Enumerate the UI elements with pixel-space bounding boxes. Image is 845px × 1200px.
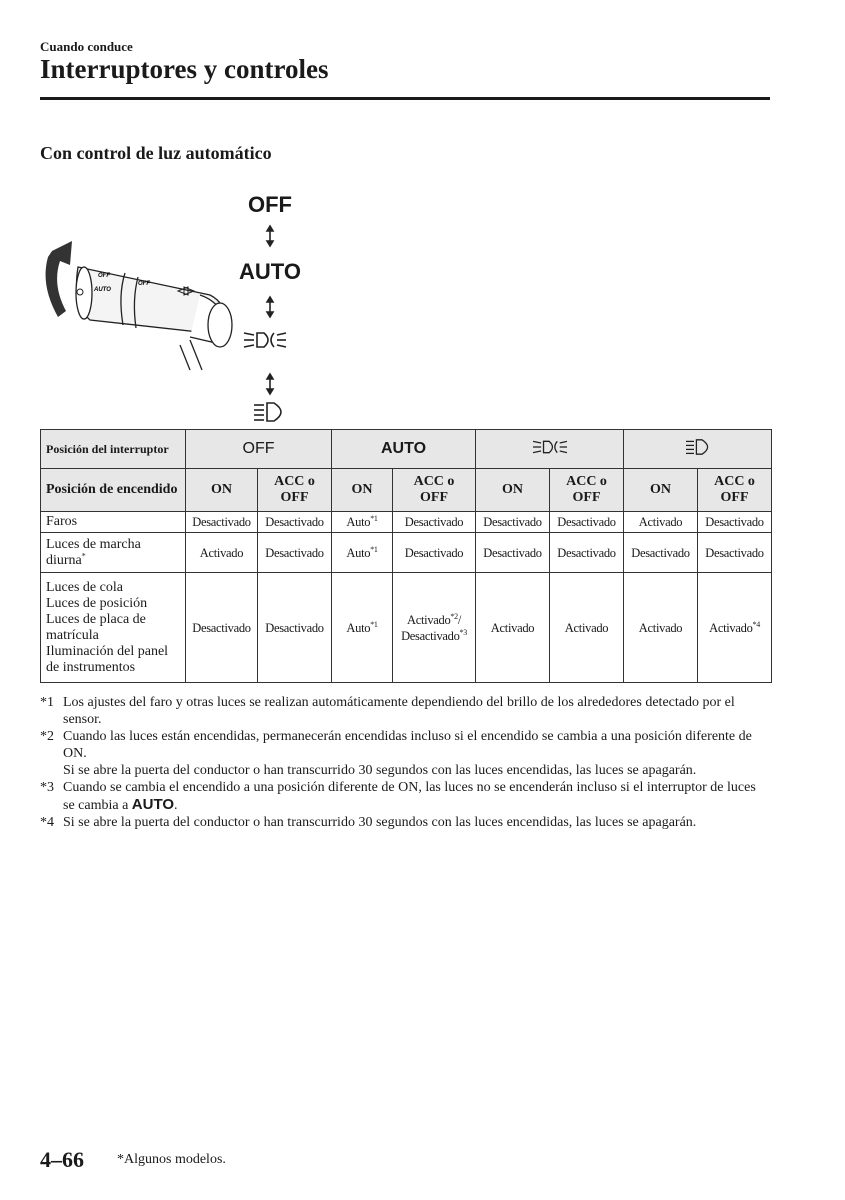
row-label-faros: Faros [41,512,186,533]
stalk-label-off-2: OFF [138,281,150,287]
table-cell: Desactivado [476,512,550,533]
table-cell: Desactivado [698,512,772,533]
note-text: Cuando se cambia el encendido a una posición diferente de ON, las luces no se encenderán incluso si el interruptor de luces se cambia a [63,780,756,813]
position-off-label: OFF [248,192,292,217]
table-cell: Activado [186,533,258,573]
note-number: *1 [40,695,54,710]
table-cell: Auto$^{*1}$ [332,512,393,533]
light-status-table [40,429,772,683]
switch-position-header: Posición del interruptor [41,430,186,469]
stalk-icon [76,267,232,370]
table-cell: Activado [624,573,698,683]
table-cell: Activado$^{*2}$/ Desactivado$^{*3}$ [393,573,476,683]
ignition-acc-header: ACC o OFF [550,469,624,512]
table-cell: Activado$^{*4}$ [698,573,772,683]
ignition-acc-header: ACC o OFF [698,469,772,512]
position-auto-label: AUTO [239,259,301,284]
page-number: 4–66 [40,1147,84,1172]
switch-low-beam-header [476,430,624,469]
headlight-low-beam-icon [244,333,286,347]
note-number: *4 [40,815,54,830]
ignition-on-header: ON [476,469,550,512]
note-item [40,728,770,779]
note-text: Cuando las luces están encendidas, permanecerán encendidas incluso si el encendido se cambia a una posición diferente de ON. [63,729,752,761]
table-cell: Desactivado [258,573,332,683]
table-cell: Desactivado [624,533,698,573]
table-header-row [41,469,772,512]
stalk-label-auto: AUTO [94,287,111,293]
switch-high-beam-header [624,430,772,469]
ignition-acc-header: ACC o OFF [258,469,332,512]
note-number: *2 [40,729,54,744]
ignition-position-header: Posición de encendido [41,469,186,512]
table-row [41,533,772,573]
note-text: Si se abre la puerta del conductor o han transcurrido 30 segundos con las luces encendidas, las luces se apagarán. [63,763,697,778]
footnotes [40,694,770,831]
table-cell: Desactivado [393,512,476,533]
switch-off-header: OFF [186,430,332,469]
table-cell: Desactivado [258,533,332,573]
table-cell: Desactivado [186,512,258,533]
headlight-high-beam-icon [254,403,281,421]
table-cell: Desactivado [476,533,550,573]
ignition-acc-header: ACC o OFF [393,469,476,512]
table-cell: Desactivado [550,533,624,573]
ignition-on-header: ON [186,469,258,512]
rotation-arrow-icon [46,241,72,317]
table-cell: Auto$^{*1}$ [332,533,393,573]
footer-note: *Algunos modelos. [117,1152,226,1167]
table-cell: Activado [550,573,624,683]
headlight-low-beam-icon [533,439,567,455]
subheading: Con control de luz automático [40,143,272,163]
note-item [40,694,770,728]
table-cell: Desactivado [186,573,258,683]
stalk-label-off: OFF [98,273,110,279]
note-text: Los ajustes del faro y otras luces se realizan automáticamente dependiendo del brillo de los alrededores detectado por el sensor. [63,695,735,727]
ignition-on-header: ON [332,469,393,512]
table-cell: Desactivado [258,512,332,533]
table-header-row [41,430,772,469]
auto-icon: AUTO [131,796,175,813]
table-cell: Activado [624,512,698,533]
note-text: Si se abre la puerta del conductor o han transcurrido 30 segundos con las luces encendidas, las luces se apagarán. [63,815,697,830]
page-title: Interruptores y controles [40,54,329,84]
light-switch-diagram [30,185,350,430]
note-number: *3 [40,780,54,795]
table-cell: Desactivado [393,533,476,573]
row-label-drl: Luces de marcha diurna* [41,533,186,573]
table-cell: Auto$^{*1}$ [332,573,393,683]
table-cell: Activado [476,573,550,683]
row-label-tail-lights: Luces de cola Luces de posición Luces de placa de matrícula Iluminación del panel de instrumentos [41,573,186,683]
table-cell: Desactivado [550,512,624,533]
table-row [41,573,772,683]
table-row [41,512,772,533]
headlight-high-beam-icon [686,439,710,455]
title-rule [40,97,770,100]
table-cell: Desactivado [698,533,772,573]
note-item: *3 Cuando se cambia el encendido a una posición diferente de ON, las luces no se encenderán incluso si el interruptor de luces se cambia a AUTO. [40,780,756,813]
section-label: Cuando conduce [40,39,133,54]
up-down-arrow-icon [267,226,273,394]
note-item [40,814,770,831]
switch-auto-header: AUTO [332,430,476,469]
ignition-on-header: ON [624,469,698,512]
